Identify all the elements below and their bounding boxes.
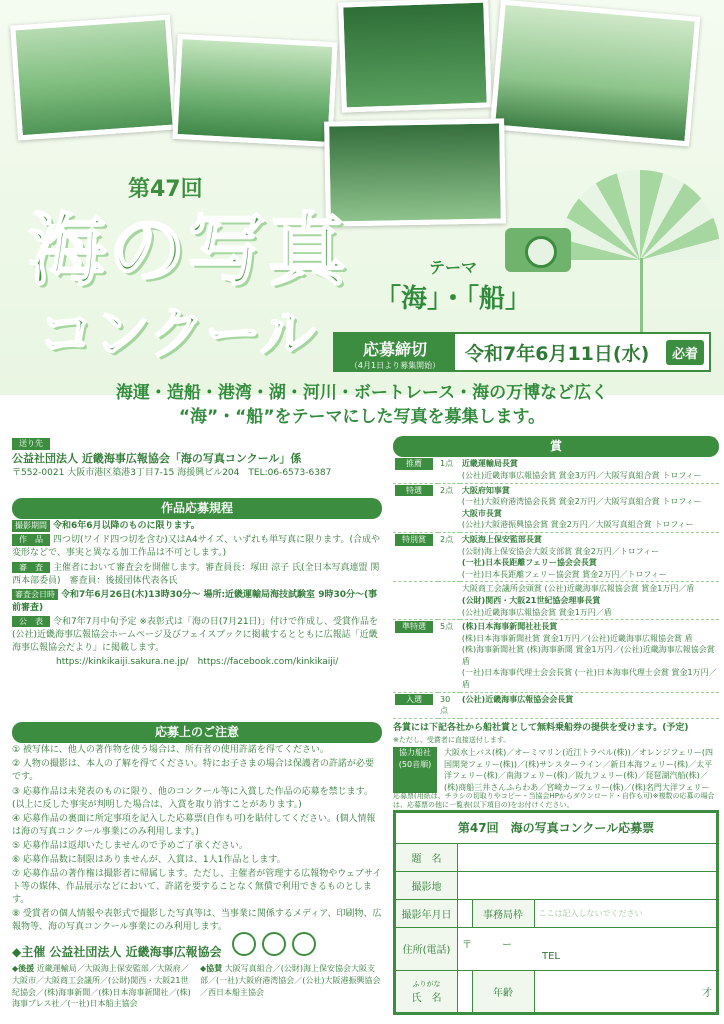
furigana-label: ふりがな	[412, 980, 441, 988]
hero-banner	[0, 0, 724, 395]
deadline-bar	[333, 332, 711, 372]
sender-address: 〒552-0021 大阪市港区築港3丁目7-15 海援興ビル204 TEL:06-6573-6387	[12, 467, 332, 478]
prize-line: 大阪府知事賞	[461, 485, 510, 495]
prize-count: 2点	[438, 532, 460, 581]
photo-ship-deck	[324, 118, 506, 226]
title-line1: 海の写真	[28, 205, 349, 296]
rules-block	[12, 498, 382, 670]
prize-row	[393, 483, 719, 532]
form-intro: 応募票(用紙は、チラシの切取りやコピー・当協会HPからダウンロード・自作も可)※複数の応募の場合は、応募票の他に一覧表(以下項目の)をお付けください。	[393, 792, 715, 810]
rule-tag: 作 品	[12, 534, 50, 546]
logo-seal-icon	[262, 932, 286, 956]
prize-grade: 特選	[395, 485, 433, 497]
rule-tag: 審査会日時	[12, 589, 58, 601]
logo-emblem-icon	[232, 932, 256, 956]
prize-line: (公社)近畿海事広報協会賞 賞金1万円／盾	[461, 607, 612, 617]
beach-umbrella-icon	[560, 170, 720, 260]
website-links[interactable]: https://kinkikaiji.sakura.ne.jp/ https://facebook.com/kinkikaiji/	[56, 656, 339, 667]
prize-line: (株)海事新聞社賞 (株)海事新聞 賞金1万円／(公社)近畿海事広報協会賞 盾	[461, 645, 715, 666]
field-address-label: 住所(電話)	[396, 927, 458, 970]
title-line2: コンクール	[38, 302, 316, 367]
prizes-title: 賞	[393, 436, 719, 457]
theme-block	[375, 255, 531, 315]
prize-grade: 特別賞	[395, 534, 433, 546]
office-note: ここは記入しないでください	[534, 899, 716, 927]
rule-tag: 審 査	[12, 562, 50, 574]
photo-night-crane	[338, 0, 492, 113]
rule-tag: 撮影期間	[12, 520, 50, 532]
field-place-input[interactable]	[458, 871, 717, 899]
prize-count: 5点	[438, 620, 460, 693]
prize-line: (公財)海上保安協会大阪支部賞 賞金2万円／トロフィー	[461, 546, 660, 556]
field-place-label: 撮影地	[396, 871, 458, 899]
rule-text: 主催者において審査会を開催します。審査員長：塚田 涼子 氏(全日本写真連盟 関西本部委員) 審査員：後援団体代表各氏	[12, 562, 380, 586]
prize-line: 大阪市長賞	[461, 508, 502, 518]
host-label: ◆主催	[12, 945, 46, 959]
note-item: ⑧ 受賞者の個人情報や表彰式で撮影した写真等は、当事業に関係するメディア、印刷物、広報物等、海の写真コンクール事業にのみ利用します。	[12, 908, 382, 932]
photo-ship-bow	[490, 0, 701, 146]
entry-form	[393, 810, 719, 1015]
edition-label: 第47回	[128, 177, 203, 202]
deadline-label-box	[335, 334, 455, 370]
lead-line2: “海”・“船”をテーマにした写真を募集します。	[178, 407, 546, 427]
prize-line: (公財)関西・大阪21世紀協会理事長賞	[461, 595, 601, 605]
cosponsor-text: 大阪写真組合／(公財)海上保安協会大阪支部／(一社)大阪府港湾協会／(公社)大阪港振興協会／西日本船主協会	[200, 964, 381, 997]
prize-row	[393, 582, 719, 620]
note-item: ⑦ 応募作品の著作権は撮影者に帰属します。ただし、主催者が管理する広報物やウェブサイト等の媒体、作品展示などにおいて、許諾を要することなく無償で利用できるものとします。	[12, 868, 382, 905]
prize-line: (公社)大阪港振興協会賞 賞金2万円／大阪写真組合賞 トロフィー	[461, 520, 694, 530]
note-item: ⑥ 応募作品数に制限はありませんが、入賞は、1人1作品とします。	[12, 854, 286, 865]
prize-line: 大阪商工会議所会頭賞 (公社)近畿海事広報協会賞 賞金1万円／盾	[461, 584, 695, 594]
prize-notice: 各賞には下記各社から船社賞として無料乗船券の提供を受けます。(予定)	[393, 722, 689, 733]
support-label: ◆後援	[12, 964, 35, 974]
prize-row	[393, 532, 719, 581]
office-label: 事務局枠	[472, 899, 534, 927]
deadline-date: 令和7年6月11日(水)	[465, 342, 650, 365]
field-name-label	[396, 971, 458, 1013]
host-name: 公益社団法人 近畿海事広報協会	[49, 945, 222, 959]
prize-grade: 入選	[395, 694, 433, 706]
rules-title: 作品応募規程	[12, 498, 382, 519]
field-date-input[interactable]	[458, 899, 473, 927]
prize-count: 30点	[438, 692, 460, 718]
prize-line: (一社)大阪府港湾協会長賞 賞金2万円／大阪写真組合賞 トロフィー	[461, 497, 702, 507]
prize-line: (一社)日本長距離フェリー協会賞 賞金2万円／トロフィー	[461, 569, 667, 579]
prize-line: 大阪海上保安監部長賞	[461, 534, 542, 544]
form-title: 第47回 海の写真コンクール応募票	[396, 813, 717, 844]
prize-grade: 準特選	[395, 621, 433, 633]
prize-line: (株)日本海事新聞社社長賞	[461, 622, 558, 632]
deadline-note: 必着	[666, 340, 704, 365]
photo-beach-children	[172, 34, 337, 147]
ships-label: 協力船社(50音順)	[393, 747, 437, 793]
prize-line: (株)日本海事新聞社賞 賞金1万円／(公社)近畿海事広報協会賞 盾	[461, 633, 693, 643]
age-input[interactable]	[534, 971, 716, 1013]
prize-line: (一社)日本長距離フェリー協会会長賞	[461, 558, 597, 568]
theme-label: テーマ	[429, 258, 478, 277]
prize-count: 2点	[438, 483, 460, 532]
age-label: 年齢	[472, 971, 534, 1013]
field-name-input[interactable]	[458, 971, 473, 1013]
prize-grade: 推薦	[395, 458, 433, 470]
rule-tag: 公 表	[12, 616, 50, 628]
ships-list: 大阪水上バス(株)／オーミマリン(近江トラベル(株))／オレンジフェリー(四国開発フェリー(株))／(株)サンスターライン／新日本海フェリー(株)／太平洋フェリー(株)／南海フェリー(株)／阪九フェリー(株)／琵琶湖汽船(株)／(株)商船三井さんふらわあ／宮崎カーフェリー(株)／(株)名門大洋フェリー	[444, 748, 714, 792]
name-label: 氏 名	[411, 993, 442, 1004]
prize-row	[393, 620, 719, 693]
rule-text: 令和7年7月中旬予定 ※表彰式は「海の日(7月21日)」付けで作成し、受賞作品を(公社)近畿海事広報協会ホームページ及びフェイスブックに掲載するとともに広報誌「近畿海事広報協会だより」に掲載します。	[12, 616, 379, 653]
field-date-label: 撮影年月日	[396, 899, 458, 927]
umbrella-pole	[640, 258, 643, 338]
sponsor-block	[12, 932, 382, 1010]
field-title-label: 題 名	[396, 843, 458, 871]
rule-text: 令和6年6月以降のものに限ります。	[53, 521, 200, 532]
deadline-sublabel: （4月1日より募集開始）	[349, 361, 441, 370]
lead-line1: 海運・造船・港湾・湖・河川・ボートレース・海の万博など広く	[115, 383, 609, 403]
prize-row	[393, 692, 719, 718]
notes-title: 応募上のご注意	[12, 722, 382, 743]
prize-line: (公社)近畿海事広報協会会長賞	[461, 694, 574, 704]
note-item: ① 被写体に、他人の著作物を使う場合は、所有者の使用許諾を得てください。	[12, 745, 329, 756]
note-item: ③ 応募作品は未発表のものに限り、他のコンクール等に入賞した作品の応募を禁じます。(以上に反した事実が判明した場合は、入賞を取り消すことがあります。)	[12, 786, 373, 810]
tel-prefix: TEL	[542, 950, 560, 962]
sender-tag: 送り先	[12, 438, 50, 450]
field-title-input[interactable]	[458, 843, 717, 871]
field-address-input[interactable]	[458, 927, 717, 970]
logo-umi-icon	[292, 932, 316, 956]
photo-beach-sunset	[10, 15, 178, 141]
note-item: ⑤ 応募作品は返却いたしませんので予めご了承ください。	[12, 840, 248, 851]
rule-text: 令和7年6月26日(木)13時30分～ 場所:近畿運輸局海技試験室 9時30分～(事前審査)	[12, 589, 378, 613]
theme-value: 「海」・「船」	[375, 284, 532, 314]
prize-line: (公社)近畿海事広報協会賞 賞金3万円／大阪写真組合賞 トロフィー	[461, 470, 702, 480]
sender-block	[12, 438, 382, 480]
deadline-label: 応募締切	[362, 340, 427, 359]
note-item: ④ 応募作品の裏面に所定事項を記入した応募票(自作も可)を貼付してください。(個人情報は海の写真コンクール事業にのみ利用します。)	[12, 813, 376, 837]
age-unit: 才	[702, 988, 712, 999]
cosponsor-label: ◆協賛	[200, 964, 223, 974]
prizes-block	[393, 436, 719, 793]
notes-block	[12, 722, 382, 935]
prize-line: (一社)日本海事代理士会会長賞 (一社)日本海事代理士会賞 賞金1万円／盾	[461, 668, 717, 690]
rule-text: 四つ切(ワイド四つ切を含む)又はA4サイズ、いずれも単写真に限ります。(合成や変形などで、事実と異なる加工作品は不可とします。)	[12, 535, 380, 559]
sender-name: 公益社団法人 近畿海事広報協会「海の写真コンクール」係	[12, 452, 302, 466]
prize-line: 近畿運輸局長賞	[461, 459, 518, 469]
postal-prefix: 〒 ー	[462, 939, 512, 951]
support-text: 近畿運輸局／大阪海上保安監部／大阪府／大阪市／大阪商工会議所／(公財)関西・大阪21世紀協会／(株)海事新聞／(株)日本海事新聞社／(株)海事プレス社／(一社)日本船主協会	[12, 964, 191, 1009]
prize-row	[393, 457, 719, 483]
prize-notice2: ※ただし、受賞者に直接送付します。	[393, 735, 511, 744]
prize-count: 1点	[438, 457, 460, 483]
note-item: ② 人物の撮影は、本人の了解を得てください。特にお子さまの場合は保護者の許諾が必要です。	[12, 759, 374, 783]
